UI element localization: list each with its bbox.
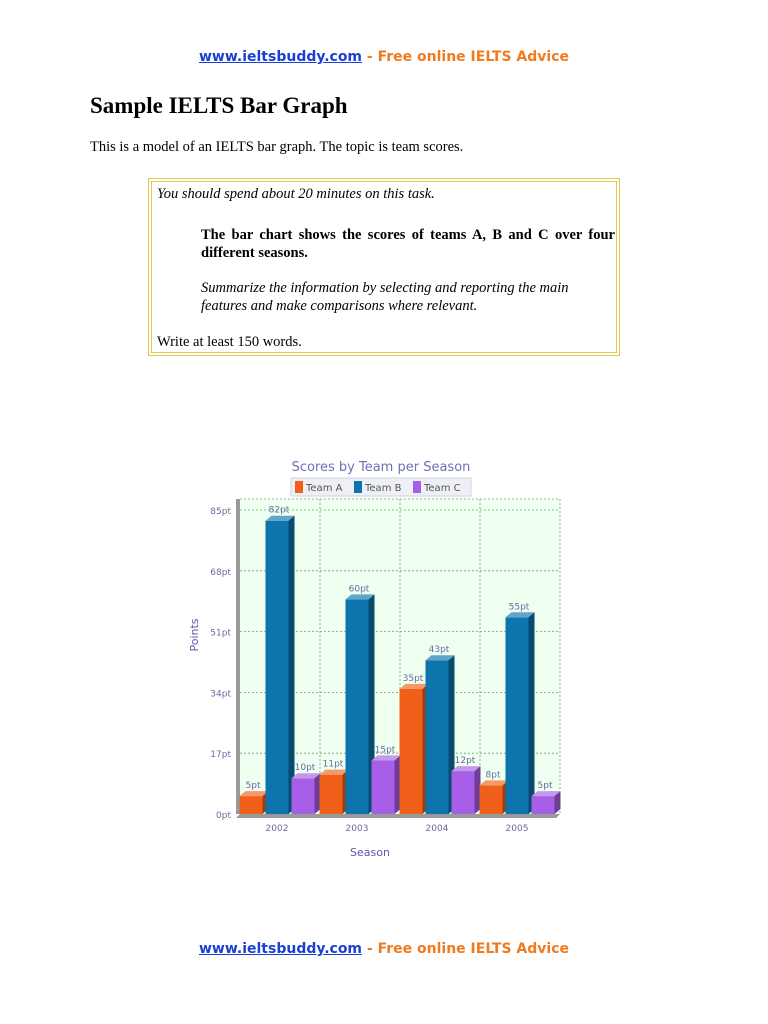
bar-team-c-2003 [372, 755, 401, 814]
task-prompt: The bar chart shows the scores of teams A, B and C over four different seasons. [201, 227, 615, 261]
y-tick-label: 17pt [210, 750, 231, 761]
y-tick-label: 68pt [210, 567, 231, 578]
bar-team-c-2004 [452, 766, 481, 814]
x-tick-label: 2003 [345, 824, 369, 834]
data-label-team-c-2004: 12pt [454, 756, 476, 767]
data-label-team-a-2003: 11pt [322, 759, 344, 770]
data-label-team-c-2003: 15pt [374, 745, 396, 756]
bar-team-c-2005 [532, 791, 561, 814]
data-label-team-b-2002: 82pt [268, 505, 290, 516]
task-word-count: Write at least 150 words. [157, 334, 302, 350]
x-tick-label: 2005 [505, 824, 529, 834]
data-label-team-b-2004: 43pt [428, 645, 450, 656]
legend-swatch-team-a [295, 481, 303, 493]
bar-team-b-2003 [346, 594, 375, 814]
legend-label-team-b: Team B [365, 483, 402, 494]
site-link[interactable]: www.ieltsbuddy.com [198, 49, 363, 65]
legend [291, 478, 471, 496]
bar-chart [180, 450, 600, 880]
bar-team-b-2004 [426, 655, 455, 814]
x-axis-floor [236, 814, 560, 818]
bar-team-c-2002 [292, 773, 321, 814]
legend-label-team-c: Team C [424, 483, 461, 494]
x-tick-label: 2002 [265, 824, 289, 834]
page-title: Sample IELTS Bar Graph [90, 93, 348, 118]
site-footer [0, 941, 768, 957]
legend-swatch-team-c [413, 481, 421, 493]
x-axis-label: Season [350, 846, 390, 859]
task-box [148, 178, 620, 356]
y-tick-label: 34pt [210, 689, 231, 700]
site-link[interactable]: www.ieltsbuddy.com [198, 941, 363, 957]
data-label-team-b-2003: 60pt [348, 584, 370, 595]
site-tagline: - Free online IELTS Advice [362, 941, 570, 957]
legend-swatch-team-b [354, 481, 362, 493]
legend-label-team-a: Team A [306, 483, 343, 494]
data-label-team-a-2005: 8pt [485, 770, 501, 781]
data-label-team-c-2005: 5pt [537, 781, 553, 792]
bar-team-b-2005 [506, 612, 535, 814]
y-axis-wall [236, 499, 240, 814]
bar-team-a-2005 [480, 780, 509, 814]
y-tick-label: 0pt [216, 811, 231, 821]
x-tick-label: 2004 [425, 824, 449, 834]
bar-team-a-2003 [320, 770, 349, 814]
data-label-team-c-2002: 10pt [294, 763, 316, 774]
site-tagline: - Free online IELTS Advice [362, 49, 570, 65]
site-header [0, 49, 768, 65]
data-label-team-a-2004: 35pt [402, 673, 424, 684]
data-label-team-a-2002: 5pt [245, 781, 261, 792]
task-time-note: You should spend about 20 minutes on this task. [157, 186, 435, 202]
bar-team-b-2002 [266, 516, 295, 814]
bar-team-a-2004 [400, 684, 429, 814]
bar-team-a-2002 [240, 791, 269, 814]
y-axis-label: Points [188, 618, 201, 652]
intro-text: This is a model of an IELTS bar graph. The topic is team scores. [90, 139, 464, 155]
y-tick-label: 85pt [210, 507, 231, 517]
chart-title: Scores by Team per Season [291, 460, 471, 475]
y-tick-label: 51pt [210, 628, 231, 639]
task-instruction: Summarize the information by selecting and reporting the main features and make comparisons where relevant. [201, 280, 569, 314]
data-label-team-b-2005: 55pt [508, 602, 530, 613]
